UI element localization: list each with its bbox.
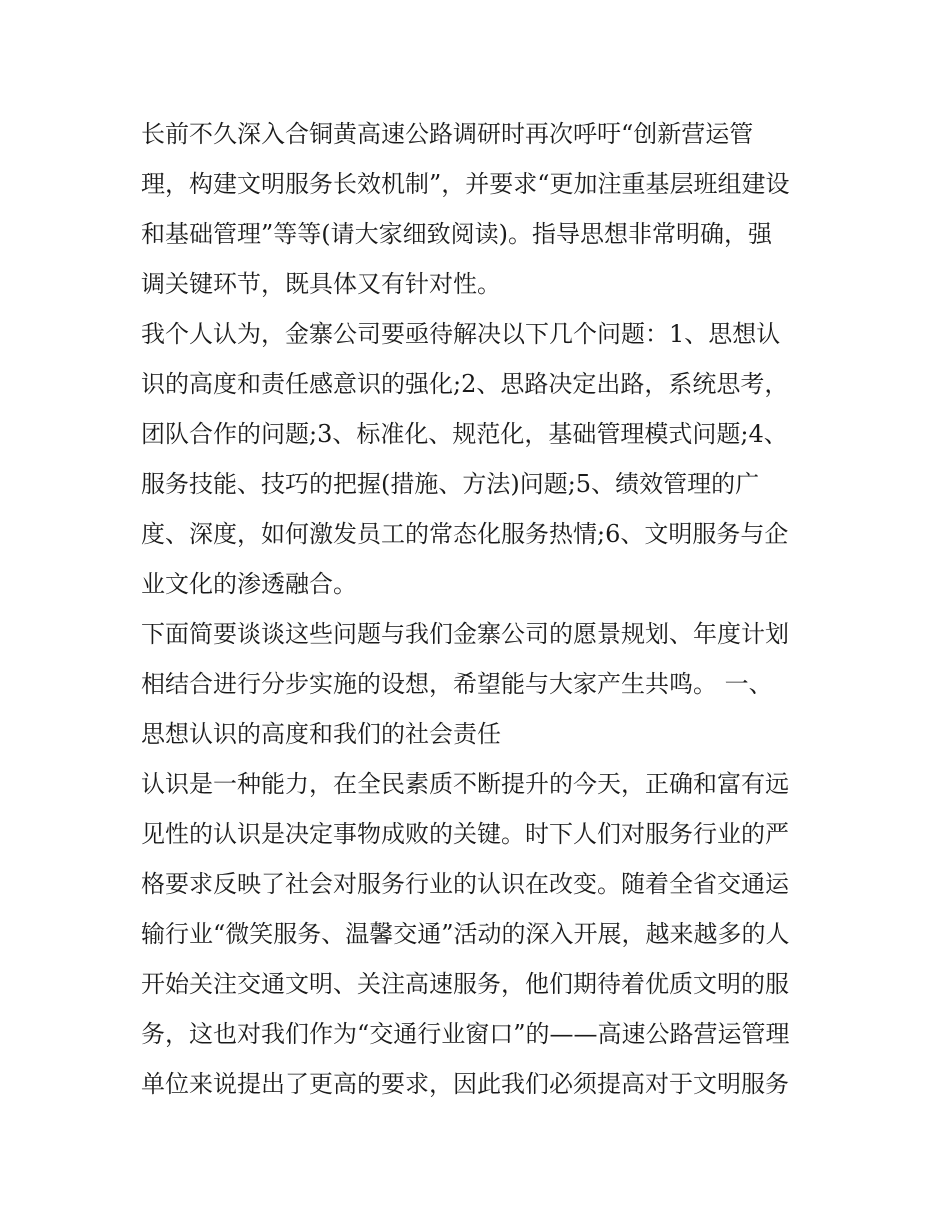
text-line: 输行业“微笑服务、温馨交通”活动的深入开展，越来越多的人 xyxy=(141,920,790,948)
text-line: 服务技能、技巧的把握(措施、方法)问题;5、绩效管理的广 xyxy=(141,470,760,498)
text-line: 下面简要谈谈这些问题与我们金寨公司的愿景规划、年度计划 xyxy=(141,620,789,648)
text-line: 长前不久深入合铜黄高速公路调研时再次呼吁“创新营运管 xyxy=(141,120,754,148)
text-line: 单位来说提出了更高的要求，因此我们必须提高对于文明服务 xyxy=(141,1070,789,1098)
text-line: 理，构建文明服务长效机制”，并要求“更加注重基层班组建设 xyxy=(141,170,790,198)
text-line: 认识是一种能力，在全民素质不断提升的今天，正确和富有远 xyxy=(141,770,789,798)
text-line: 业文化的渗透融合。 xyxy=(141,570,357,598)
document-body xyxy=(141,109,813,1109)
text-line: 调关键环节，既具体又有针对性。 xyxy=(141,270,501,298)
text-line: 团队合作的问题;3、标准化、规范化，基础管理模式问题;4、 xyxy=(141,420,788,448)
text-line: 相结合进行分步实施的设想，希望能与大家产生共鸣。 一、 xyxy=(141,670,773,698)
text-line: 和基础管理”等等(请大家细致阅读)。指导思想非常明确，强 xyxy=(141,220,772,248)
text-line: 识的高度和责任感意识的强化;2、思路决定出路，系统思考， xyxy=(141,370,789,398)
section-heading: 思想认识的高度和我们的社会责任 xyxy=(141,720,501,748)
text-line: 度、深度，如何激发员工的常态化服务热情;6、文明服务与企 xyxy=(141,520,789,548)
text-line: 见性的认识是决定事物成败的关键。时下人们对服务行业的严 xyxy=(141,820,789,848)
text-line: 我个人认为，金寨公司要亟待解决以下几个问题：1、思想认 xyxy=(141,320,781,348)
text-line: 格要求反映了社会对服务行业的认识在改变。随着全省交通运 xyxy=(141,870,789,898)
text-line: 务，这也对我们作为“交通行业窗口”的——高速公路营运管理 xyxy=(141,1020,790,1048)
text-line: 开始关注交通文明、关注高速服务，他们期待着优质文明的服 xyxy=(141,970,789,998)
